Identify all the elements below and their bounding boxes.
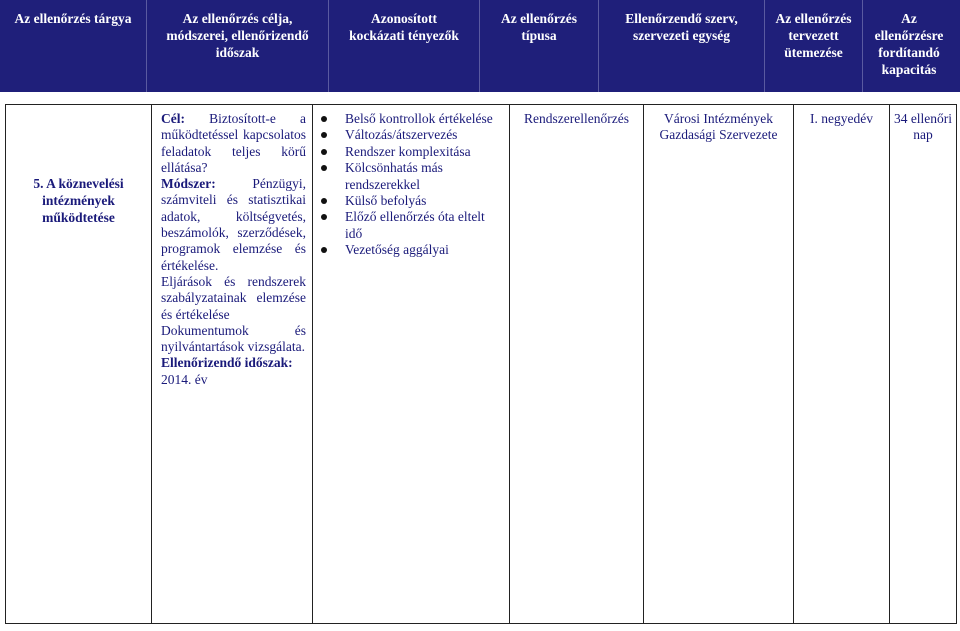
list-item: Vezetőség aggályai (321, 242, 505, 258)
bullet-icon (321, 247, 327, 253)
header-subject: Az ellenőrzés tárgya (14, 11, 132, 26)
cell-capacity (890, 105, 956, 623)
goal-label: Cél: (161, 111, 185, 126)
table-header (0, 0, 960, 92)
organization-text: Városi Intézmények Gazdasági Szervezete (659, 111, 778, 143)
list-item: Kölcsönhatás más rendszerekkel (321, 160, 505, 193)
cell-subject (6, 105, 152, 623)
bullet-icon (321, 214, 327, 220)
header-risks: Azonosított kockázati tényezők (349, 11, 459, 43)
cell-organization (644, 105, 794, 623)
method-description: Pénzügyi, számviteli és statisztikai adatok, költségvetés, beszámolók, szerződések, programok elemzése és értékelése. (161, 176, 306, 273)
bullet-icon (321, 116, 327, 122)
goal-text (161, 111, 306, 388)
capacity-text: 34 ellenőri nap (893, 111, 953, 143)
goal-description: Biztosított-e a működtetéssel kapcsolatos feladatok teljes körű ellátása? (161, 111, 307, 175)
table-row (5, 104, 957, 624)
bullet-icon (321, 198, 327, 204)
list-item: Rendszer komplexitása (321, 144, 505, 160)
cell-goal (152, 105, 313, 623)
period-value: 2014. év (161, 371, 208, 387)
cell-schedule (794, 105, 890, 623)
procedures-text: Eljárások és rendszerek szabályzatainak elemzése és értékelése (161, 273, 306, 322)
header-goal: Az ellenőrzés célja, módszerei, ellenőrizendő időszak (166, 11, 309, 60)
risk-list (321, 111, 505, 259)
header-capacity: Az ellenőrzésre fordítandó kapacitás (874, 11, 944, 77)
header-schedule: Az ellenőrzés tervezett ütemezése (775, 11, 852, 60)
cell-risks (313, 105, 510, 623)
subject-text: 5. A köznevelési intézmények működtetése (33, 176, 124, 225)
list-item: Változás/átszervezés (321, 127, 505, 143)
period-label: Ellenőrizendő időszak: (161, 355, 293, 371)
bullet-icon (321, 165, 327, 171)
documents-text: Dokumentumok és nyilvántartások vizsgálata. (161, 322, 306, 355)
bullet-icon (321, 149, 327, 155)
cell-type (510, 105, 644, 623)
list-item: Belső kontrollok értékelése (321, 111, 505, 127)
list-item: Külső befolyás (321, 193, 505, 209)
type-text: Rendszerellenőrzés (524, 111, 629, 126)
method-label: Módszer: (161, 176, 216, 192)
header-organization: Ellenőrzendő szerv, szervezeti egység (625, 11, 738, 43)
list-item: Előző ellenőrzés óta eltelt idő (321, 209, 505, 242)
bullet-icon (321, 132, 327, 138)
schedule-text: I. negyedév (810, 111, 873, 126)
header-type: Az ellenőrzés típusa (500, 11, 578, 43)
